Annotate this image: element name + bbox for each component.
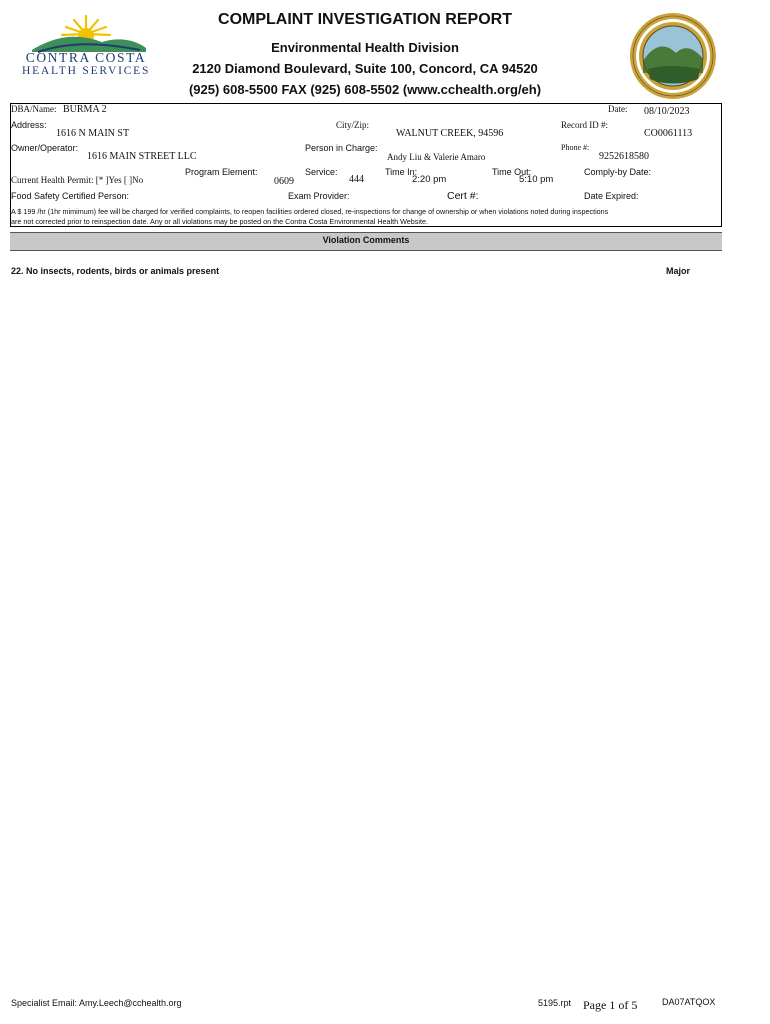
specialist-email: Specialist Email: Amy.Leech@cchealth.org (11, 998, 182, 1008)
report-title: COMPLAINT INVESTIGATION REPORT (218, 11, 512, 28)
violation-comments-title: Violation Comments (322, 235, 410, 245)
dba-value: BURMA 2 (63, 104, 107, 115)
date-label: Date: (608, 104, 628, 114)
comply-by-label: Comply-by Date: (584, 167, 652, 177)
program-element-label: Program Element: (185, 167, 258, 177)
page-number: Page 1 of 5 (583, 998, 638, 1012)
time-out-value: 5:10 pm (519, 174, 554, 185)
record-id-value: CO0061113 (644, 128, 693, 139)
food-safety-label: Food Safety Certified Person: (11, 191, 130, 201)
division-phone: (925) 608-5500 FAX (925) 608-5502 (www.cchealth.org/eh) (188, 82, 542, 97)
cityzip-label: City/Zip: (336, 120, 370, 130)
date-value: 08/10/2023 (644, 106, 690, 117)
person-in-charge-value: Andy Liu & Valerie Amaro (387, 152, 486, 162)
violation-item-severity: Major (666, 266, 691, 276)
county-seal-icon (628, 11, 718, 101)
division-name: Environmental Health Division (271, 40, 459, 55)
logo-text-line2: HEALTH SERVICES (22, 65, 151, 77)
time-in-label: Time In: (385, 167, 418, 177)
address-value: 1616 N MAIN ST (56, 128, 130, 139)
health-permit-status: Current Health Permit: [* ]Yes [ ]No (11, 175, 144, 185)
fee-notice-container (10, 206, 722, 226)
record-id-label: Record ID #: (561, 120, 608, 130)
person-in-charge-label: Person in Charge: (305, 143, 378, 153)
date-expired-label: Date Expired: (584, 191, 639, 201)
address-label: Address: (11, 120, 47, 130)
time-in-value: 2:20 pm (412, 174, 447, 185)
violation-item-text: 22. No insects, rodents, birds or animals present (11, 266, 220, 276)
report-filename: 5195.rpt (538, 998, 572, 1008)
program-element-value: 0609 (274, 176, 294, 187)
dba-label: DBA/Name: (11, 104, 57, 114)
service-label: Service: (305, 167, 338, 177)
cert-label: Cert #: (447, 190, 479, 202)
document-code: DA07ATQOX (662, 997, 716, 1007)
exam-provider-label: Exam Provider: (288, 191, 350, 201)
cityzip-value: WALNUT CREEK, 94596 (396, 128, 504, 139)
logo-text-line1: CONTRA COSTA (25, 50, 147, 65)
phone-label: Phone #: (561, 143, 590, 152)
division-address: 2120 Diamond Boulevard, Suite 100, Concord, CA 94520 (192, 61, 538, 76)
owner-label: Owner/Operator: (11, 143, 79, 153)
service-value: 444 (349, 174, 364, 185)
phone-value: 9252618580 (599, 151, 649, 162)
time-out-label: Time Out: (492, 167, 532, 177)
owner-value: 1616 MAIN STREET LLC (87, 151, 197, 162)
fee-notice: A $ 199 /hr (1hr mimimum) fee will be charged for verified complaints, to reopen facilities ordered closed, re-inspections for change of ownership or when violations noted during inspections are not corrected prior to reinspection date. Any or all violations may be posted on the Contra Costa Environmental Health Website. (11, 207, 609, 226)
